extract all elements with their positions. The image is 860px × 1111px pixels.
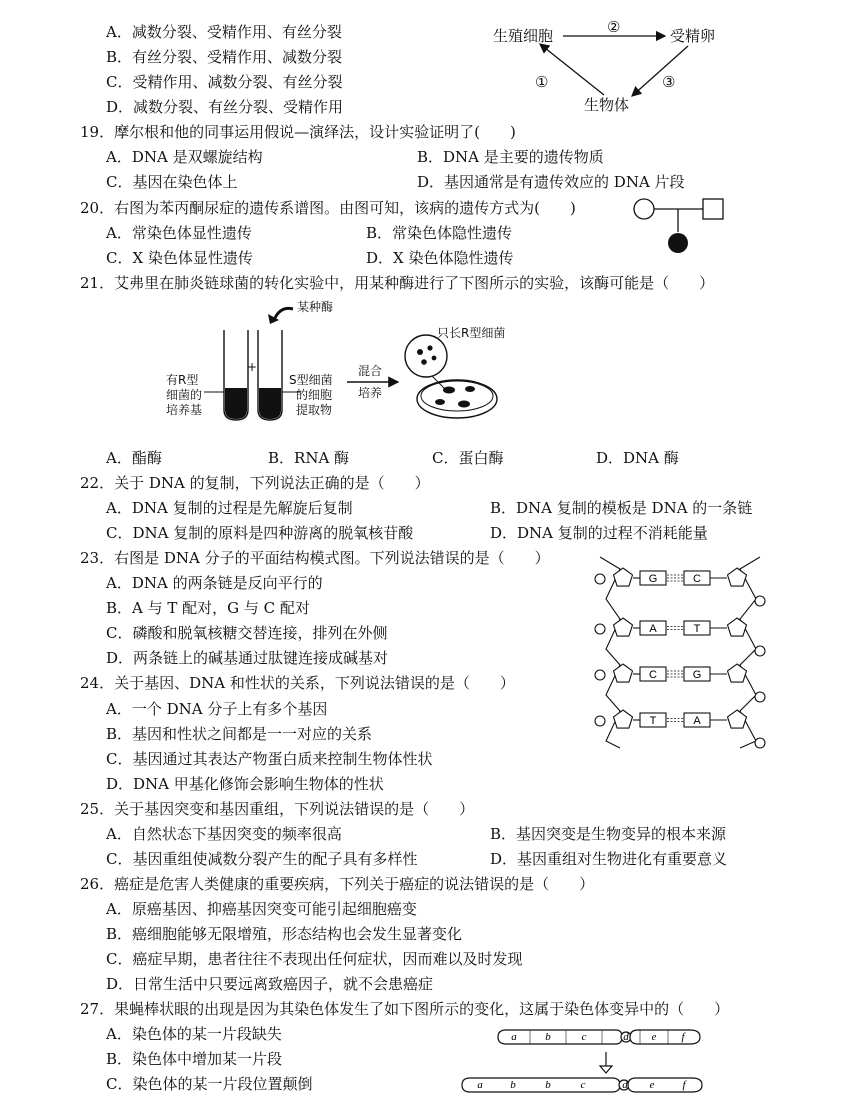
gene-top-e: e <box>651 1031 657 1043</box>
q24-option-c: C．基因通过其表达产物蛋白质来控制生物体性状 <box>106 750 433 768</box>
sugar-left <box>614 568 633 586</box>
q25-option-a: A．自然状态下基因突变的频率很高 <box>106 825 342 843</box>
germ-cell-label: 生殖细胞 <box>493 27 554 45</box>
right-label-1: S型细菌 <box>289 373 333 387</box>
phosphate-right <box>755 646 765 656</box>
base-letter-right: G <box>692 669 702 681</box>
phosphate-left <box>595 624 605 634</box>
gene-bottom-e: e <box>649 1079 655 1091</box>
q20-stem: 20．右图为苯丙酮尿症的遗传系谱图。由图可知，该病的遗传方式为( ) <box>80 199 576 217</box>
phosphate-left <box>595 574 605 584</box>
q22-stem: 22．关于 DNA 的复制，下列说法正确的是（ ） <box>80 474 430 492</box>
sugar-right <box>728 710 747 728</box>
q19-option-b: B．DNA 是主要的遗传物质 <box>417 148 604 166</box>
arrow-3-number: ③ <box>662 73 676 91</box>
q21-option-a: A．酯酶 <box>106 449 162 467</box>
q24-option-d: D．DNA 甲基化修饰会影响生物体的性状 <box>106 775 384 793</box>
gene-top-f: f <box>681 1031 685 1043</box>
dna-structure-diagram <box>595 557 765 748</box>
left-label-2: 细菌的 <box>166 388 203 402</box>
chromosome-diagram <box>462 1030 702 1092</box>
right-label-2: 的细胞 <box>296 388 333 402</box>
q24-option-a: A．一个 DNA 分子上有多个基因 <box>106 700 328 718</box>
affected-daughter-symbol <box>668 233 688 253</box>
father-symbol <box>703 199 723 219</box>
base-letter-right: T <box>693 623 701 635</box>
q22-option-a: A．DNA 复制的过程是先解旋后复制 <box>106 499 353 517</box>
sugar-right <box>728 664 747 682</box>
q26-option-d: D．日常生活中只要远离致癌因子，就不会患癌症 <box>106 975 434 993</box>
phosphate-right <box>755 738 765 748</box>
base-letter-right: A <box>693 715 701 727</box>
q23-option-c: C．磷酸和脱氧核糖交替连接，排列在外侧 <box>106 624 388 642</box>
q20-option-b: B．常染色体隐性遗传 <box>366 224 513 242</box>
q27-option-c: C．染色体的某一片段位置颠倒 <box>106 1075 313 1093</box>
q19-option-c: C．基因在染色体上 <box>106 173 238 191</box>
q21-option-b: B．RNA 酶 <box>268 449 350 467</box>
phosphate-left <box>595 670 605 680</box>
pedigree-chart <box>634 199 723 253</box>
q20-option-c: C．X 染色体显性遗传 <box>106 249 253 267</box>
gene-top-d: d <box>623 1031 629 1043</box>
sugar-left <box>614 710 633 728</box>
q19-option-a: A．DNA 是双螺旋结构 <box>106 148 263 166</box>
q27-option-b: B．染色体中增加某一片段 <box>106 1050 283 1068</box>
q19-stem: 19．摩尔根和他的同事运用假说—演绎法，设计实验证明了( ) <box>80 123 516 141</box>
gene-bottom-c: c <box>580 1079 586 1091</box>
q25-option-d: D．基因重组对生物进化有重要意义 <box>490 850 728 868</box>
q25-option-b: B．基因突变是生物变异的根本来源 <box>490 825 727 843</box>
q23-option-a: A．DNA 的两条链是反向平行的 <box>106 574 323 592</box>
phosphate-right <box>755 692 765 702</box>
q20-option-d: D．X 染色体隐性遗传 <box>366 249 514 267</box>
q24-option-b: B．基因和性状之间都是一一对应的关系 <box>106 725 373 743</box>
base-letter-left: G <box>648 573 658 585</box>
q18-option-a: A．减数分裂、受精作用、有丝分裂 <box>106 23 342 41</box>
arrow-1-number: ① <box>535 73 549 91</box>
gene-top-a: a <box>511 1031 517 1043</box>
organism-label: 生物体 <box>584 96 630 114</box>
plus-sign: + <box>247 360 258 374</box>
q23-option-d: D．两条链上的碱基通过肽键连接成碱基对 <box>106 649 389 667</box>
q26-stem: 26．癌症是危害人类健康的重要疾病，下列关于癌症的说法错误的是（ ） <box>80 875 595 893</box>
q18-option-d: D．减数分裂、有丝分裂、受精作用 <box>106 98 344 116</box>
result-label: 只长R型细菌 <box>437 326 506 340</box>
mix-label-1: 混合 <box>358 364 383 378</box>
q21-stem: 21．艾弗里在肺炎链球菌的转化实验中，用某种酶进行了下图所示的实验，该酶可能是（ ） <box>80 274 715 292</box>
gene-bottom-a: a <box>477 1079 483 1091</box>
q18-option-b: B．有丝分裂、受精作用、减数分裂 <box>106 48 343 66</box>
q22-option-c: C．DNA 复制的原料是四种游离的脱氧核苷酸 <box>106 524 414 542</box>
gene-bottom-f: f <box>682 1079 686 1091</box>
q26-option-b: B．癌细胞能够无限增殖，形态结构也会发生显著变化 <box>106 925 463 943</box>
q25-stem: 25．关于基因突变和基因重组，下列说法错误的是（ ） <box>80 800 475 818</box>
sugar-left <box>614 664 633 682</box>
gene-top-c: c <box>581 1031 587 1043</box>
gene-bottom-b: b <box>510 1079 516 1091</box>
q23-option-b: B．A 与 T 配对，G 与 C 配对 <box>106 599 310 617</box>
q21-option-c: C．蛋白酶 <box>432 449 504 467</box>
q27-stem: 27．果蝇棒状眼的出现是因为其染色体发生了如下图所示的变化，这属于染色体变异中的（ ） <box>80 1000 730 1018</box>
sugar-left <box>614 618 633 636</box>
q27-option-a: A．染色体的某一片段缺失 <box>106 1025 282 1043</box>
arrow-2-number: ② <box>607 18 621 36</box>
q23-stem: 23．右图是 DNA 分子的平面结构模式图。下列说法错误的是（ ） <box>80 549 550 567</box>
q24-stem: 24．关于基因、DNA 和性状的关系，下列说法错误的是（ ） <box>80 674 515 692</box>
q20-option-a: A．常染色体显性遗传 <box>106 224 252 242</box>
sugar-right <box>728 568 747 586</box>
right-label-3: 提取物 <box>296 403 333 417</box>
gene-bottom-d: d <box>622 1079 628 1091</box>
base-letter-left: A <box>649 623 657 635</box>
q19-option-d: D．基因通常是有遗传效应的 DNA 片段 <box>417 173 685 191</box>
q26-option-c: C．癌症早期，患者往往不表现出任何症状，因而难以及时发现 <box>106 950 523 968</box>
base-letter-left: C <box>649 669 657 681</box>
base-letter-right: C <box>693 573 701 585</box>
mix-label-2: 培养 <box>358 386 383 400</box>
mother-symbol <box>634 199 654 219</box>
phosphate-right <box>755 596 765 606</box>
enzyme-label: 某种酶 <box>297 300 334 314</box>
base-letter-left: T <box>649 715 657 727</box>
q21-option-d: D．DNA 酶 <box>596 449 679 467</box>
phosphate-left <box>595 716 605 726</box>
gene-bottom-b: b <box>545 1079 551 1091</box>
q22-option-b: B．DNA 复制的模板是 DNA 的一条链 <box>490 499 753 517</box>
q26-option-a: A．原癌基因、抑癌基因突变可能引起细胞癌变 <box>106 900 417 918</box>
left-label-3: 培养基 <box>166 403 203 417</box>
q22-option-d: D．DNA 复制的过程不消耗能量 <box>490 524 708 542</box>
left-label-1: 有R型 <box>166 373 199 387</box>
fertilized-egg-label: 受精卵 <box>670 27 716 45</box>
sugar-right <box>728 618 747 636</box>
q18-option-c: C．受精作用、减数分裂、有丝分裂 <box>106 73 343 91</box>
gene-top-b: b <box>545 1031 551 1043</box>
q25-option-c: C．基因重组使减数分裂产生的配子具有多样性 <box>106 850 418 868</box>
